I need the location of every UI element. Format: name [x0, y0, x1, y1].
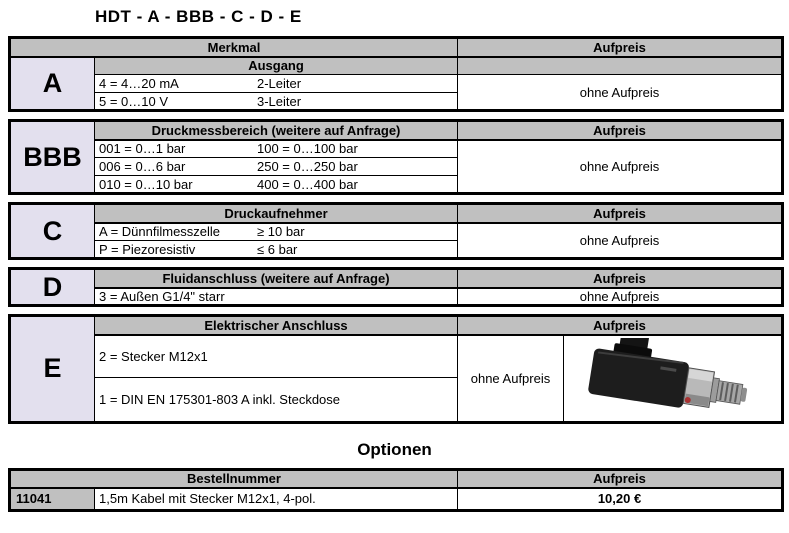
table-row — [10, 38, 783, 57]
pressure-sensor-image — [575, 338, 771, 416]
header-druckmessbereich: Druckmessbereich (weitere auf Anfrage) — [95, 121, 458, 140]
option-detail: 100 = 0…100 bar — [257, 141, 358, 157]
option-detail: 2-Leiter — [257, 76, 302, 91]
options-table — [8, 468, 784, 512]
aufpreis-header-c: Aufpreis — [458, 204, 783, 223]
option-code: 3 = Außen G1/4" starr — [99, 288, 225, 304]
option-code: A = Dünnfilmesszelle — [99, 224, 221, 240]
feature-key-d: D — [10, 269, 95, 306]
table-row — [10, 57, 783, 75]
aufpreis-header-d: Aufpreis — [458, 269, 783, 288]
price-cell-bbb: ohne Aufpreis — [458, 140, 783, 194]
table-row — [10, 335, 783, 378]
feature-key-bbb: BBB — [10, 121, 95, 194]
table-row — [10, 140, 783, 158]
header-druckaufnehmer: Druckaufnehmer — [95, 204, 458, 223]
option-cell — [95, 93, 458, 111]
price-cell-d: ohne Aufpreis — [458, 288, 783, 306]
bestellnummer-header: Bestellnummer — [10, 469, 458, 488]
merkmal-header: Merkmal — [10, 38, 458, 57]
option-detail: 400 = 0…400 bar — [257, 176, 358, 192]
option-cell — [95, 241, 458, 259]
aufpreis-header-a: Aufpreis — [458, 38, 783, 57]
aufpreis-header-e: Aufpreis — [458, 316, 783, 335]
option-code: 4 = 4…20 mA — [99, 76, 179, 91]
options-title: Optionen — [357, 439, 432, 459]
option-code: 006 = 0…6 bar — [99, 159, 186, 174]
page-title: HDT - A - BBB - C - D - E — [95, 7, 302, 26]
section-d-table — [8, 267, 784, 307]
option-cell — [95, 288, 458, 306]
subheader-ausgang: Ausgang — [95, 57, 458, 75]
option-code: P = Piezoresistiv — [99, 241, 196, 257]
section-c-table — [8, 202, 784, 260]
aufpreis-header-bbb: Aufpreis — [458, 121, 783, 140]
order-number-cell: 11041 — [10, 488, 95, 510]
product-photo-cell — [564, 335, 783, 423]
table-row — [10, 288, 783, 306]
section-bbb-table — [8, 119, 784, 195]
option-code: 010 = 0…10 bar — [99, 176, 193, 192]
option-detail: 250 = 0…250 bar — [257, 159, 358, 174]
header-elektrischer-anschluss: Elektrischer Anschluss — [95, 316, 458, 335]
option-code: 5 = 0…10 V — [99, 93, 169, 109]
option-detail: ≥ 10 bar — [257, 224, 305, 240]
header-fluidanschluss: Fluidanschluss (weitere auf Anfrage) — [95, 269, 458, 288]
option-cell — [95, 176, 458, 194]
table-row — [10, 75, 783, 93]
order-price-cell: 10,20 € — [458, 488, 783, 510]
order-description-cell: 1,5m Kabel mit Stecker M12x1, 4-pol. — [95, 488, 458, 510]
table-row — [10, 121, 783, 140]
price-cell-e: ohne Aufpreis — [458, 335, 564, 423]
option-cell — [95, 223, 458, 241]
price-cell-c: ohne Aufpreis — [458, 223, 783, 259]
option-cell — [95, 75, 458, 93]
gray-filler-cell — [458, 57, 783, 75]
option-code: 2 = Stecker M12x1 — [99, 348, 208, 364]
price-cell-a: ohne Aufpreis — [458, 75, 783, 111]
table-row — [10, 488, 783, 510]
table-row — [10, 269, 783, 288]
option-cell — [95, 377, 458, 422]
option-code: 1 = DIN EN 175301-803 A inkl. Steckdose — [99, 391, 341, 407]
feature-key-c: C — [10, 204, 95, 259]
option-cell — [95, 140, 458, 158]
section-e-table — [8, 314, 784, 424]
option-detail: 3-Leiter — [257, 93, 302, 109]
option-detail: ≤ 6 bar — [257, 241, 298, 257]
table-row — [10, 469, 783, 488]
option-cell — [95, 158, 458, 176]
aufpreis-header-options: Aufpreis — [458, 469, 783, 488]
feature-key-e: E — [10, 316, 95, 423]
table-row — [10, 223, 783, 241]
option-code: 001 = 0…1 bar — [99, 141, 186, 157]
table-row — [10, 316, 783, 335]
option-cell — [95, 335, 458, 378]
table-row — [10, 204, 783, 223]
feature-key-a: A — [10, 57, 95, 111]
section-a-table — [8, 36, 784, 112]
